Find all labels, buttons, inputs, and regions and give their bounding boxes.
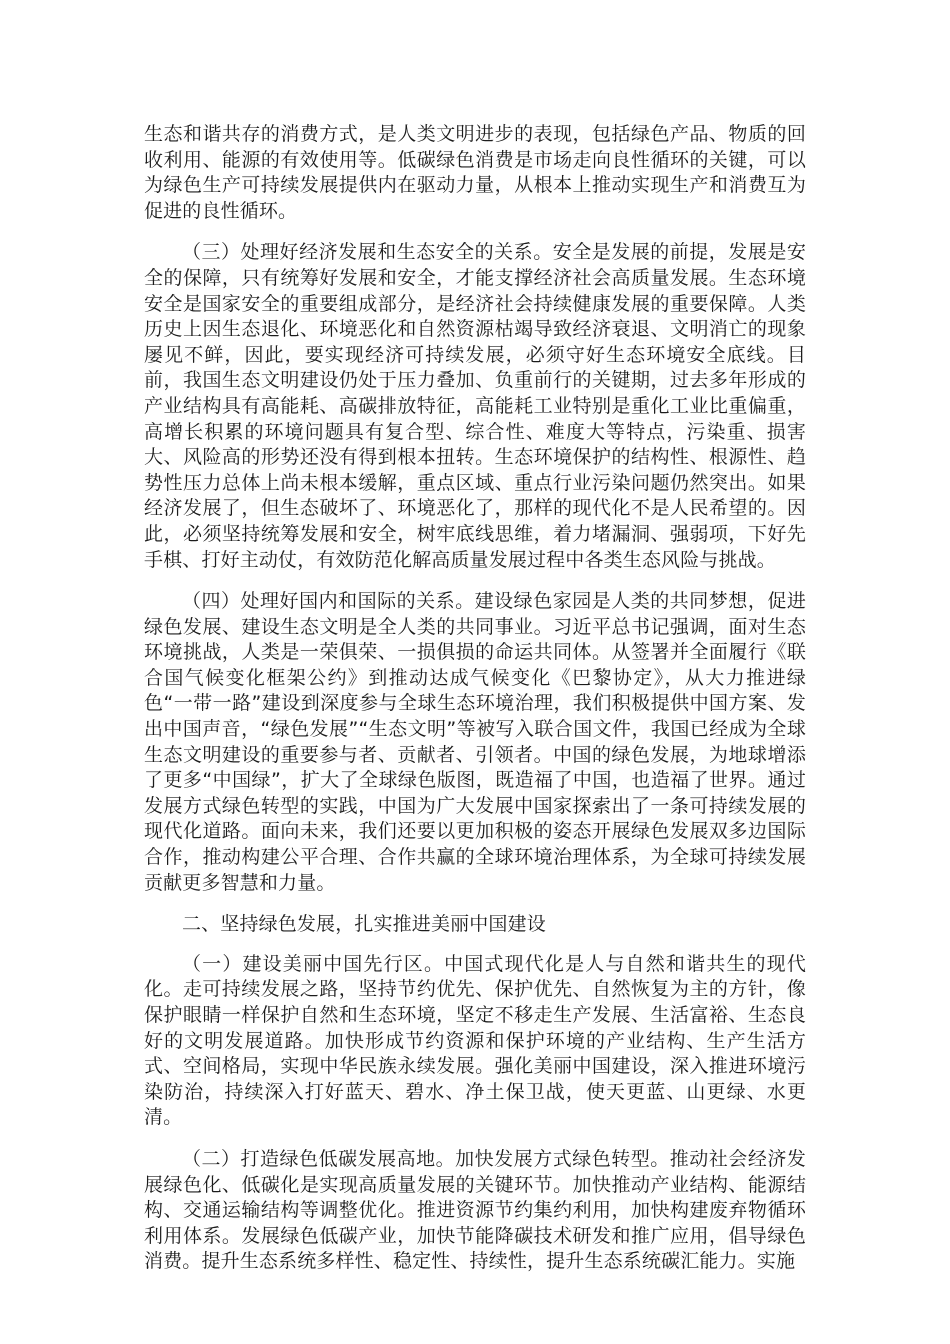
paragraph-continuation-consumption: 生态和谐共存的消费方式，是人类文明进步的表现，包括绿色产品、物质的回收利用、能源的有效使用等。低碳绿色消费是市场走向良性循环的关键，可以为绿色生产可持续发展提供内在驱动力量，从根本上推动实现生产和消费互为促进的良性循环。	[144, 123, 806, 222]
section-heading-green-development: 二、坚持绿色发展，扎实推进美丽中国建设	[182, 913, 546, 936]
paragraph-economy-ecological-security: （三）处理好经济发展和生态安全的关系。安全是发展的前提，发展是安全的保障，只有统筹好发展和安全，才能支撑经济社会高质量发展。生态环境安全是国家安全的重要组成部分，是经济社会持续健康发展的重要保障。人类历史上因生态退化、环境恶化和自然资源枯竭导致经济衰退、文明消亡的现象屡见不鲜，因此，要实现经济可持续发展，必须守好生态环境安全底线。目前，我国生态文明建设仍处于压力叠加、负重前行的关键期，过去多年形成的产业结构具有高能耗、高碳排放特征，高能耗工业特别是重化工业比重偏重，高增长积累的环境问题具有复合型、综合性、难度大等特点，污染重、损害大、风险高的形势还没有得到根本扭转。生态环境保护的结构性、根源性、趋势性压力总体上尚未根本缓解，重点区域、重点行业污染问题仍然突出。如果经济发展了，但生态破坏了、环境恶化了，那样的现代化不是人民希望的。因此，必须坚持统筹发展和安全，树牢底线思维，着力堵漏洞、强弱项，下好先手棋、打好主动仗，有效防范化解高质量发展过程中各类生态风险与挑战。	[144, 241, 806, 571]
paragraph-beautiful-china-pilot-zone: （一）建设美丽中国先行区。中国式现代化是人与自然和谐共生的现代化。走可持续发展之路，坚持节约优先、保护优先、自然恢复为主的方针，像保护眼睛一样保护自然和生态环境，坚定不移走生产发展、生活富裕、生态良好的文明发展道路。加快形成节约资源和保护环境的产业结构、生产生活方式、空间格局，实现中华民族永续发展。强化美丽中国建设，深入推进环境污染防治，持续深入打好蓝天、碧水、净土保卫战，使天更蓝、山更绿、水更清。	[144, 952, 806, 1129]
paragraph-domestic-international: （四）处理好国内和国际的关系。建设绿色家园是人类的共同梦想，促进绿色发展、建设生态文明是全人类的共同事业。习近平总书记强调，面对生态环境挑战，人类是一荣俱荣、一损俱损的命运共同体。从签署并全面履行《联合国气候变化框架公约》到推动达成气候变化《巴黎协定》，从大力推进绿色“一带一路”建设到深度参与全球生态环境治理，我们积极提供中国方案、发出中国声音，“绿色发展”“生态文明”等被写入联合国文件，我国已经成为全球生态文明建设的重要参与者、贡献者、引领者。中国的绿色发展，为地球增添了更多“中国绿”，扩大了全球绿色版图，既造福了中国，也造福了世界。通过发展方式绿色转型的实践，中国为广大发展中国家探索出了一条可持续发展的现代化道路。面向未来，我们还要以更加积极的姿态开展绿色发展双多边国际合作，推动构建公平合理、合作共赢的全球环境治理体系，为全球可持续发展贡献更多智慧和力量。	[144, 590, 806, 894]
document-body	[144, 122, 806, 1291]
paragraph-green-low-carbon-highland: （二）打造绿色低碳发展高地。加快发展方式绿色转型。推动社会经济发展绿色化、低碳化是实现高质量发展的关键环节。加快推动产业结构、能源结构、交通运输结构等调整优化。推进资源节约集约利用，加快构建废弃物循环利用体系。发展绿色低碳产业，加快节能降碳技术研发和推广应用，倡导绿色消费。提升生态系统多样性、稳定性、持续性，提升生态系统碳汇能力。实施	[144, 1147, 806, 1273]
